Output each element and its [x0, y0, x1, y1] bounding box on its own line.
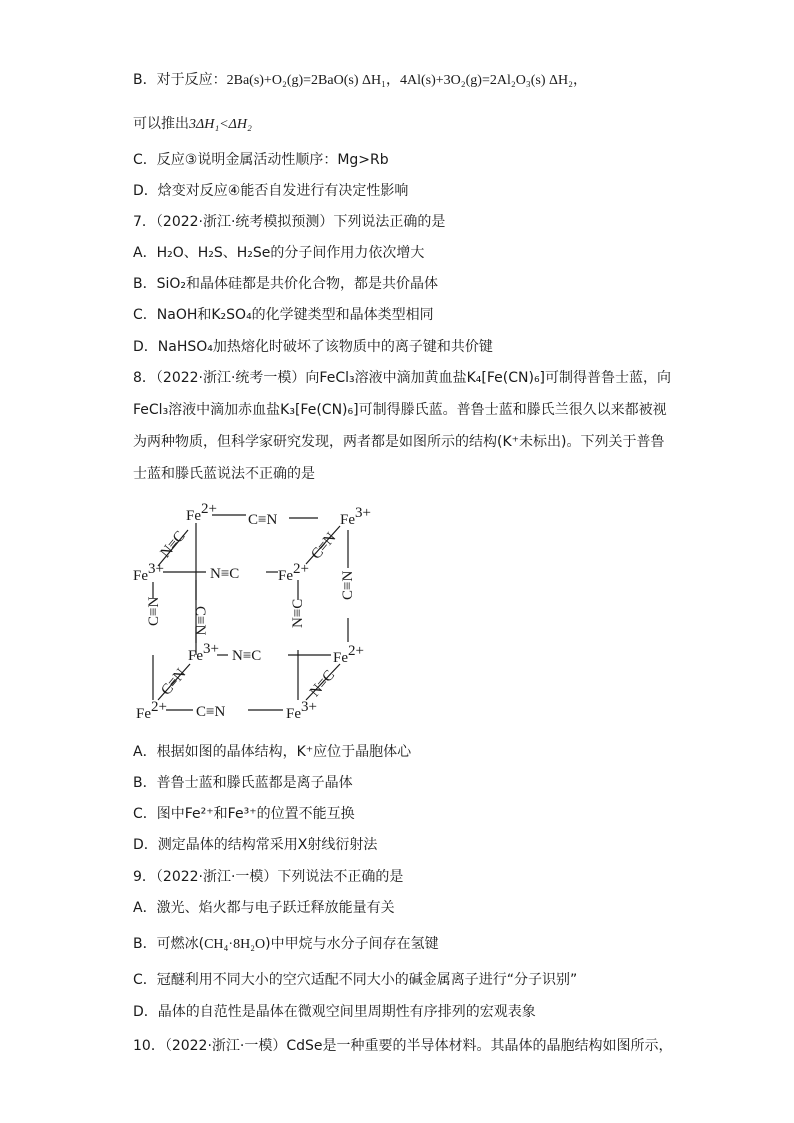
reaction-2: 4Al(s)+3O₂(g)=2Al₂O₃(s) ΔH₂: [399, 73, 573, 88]
fe3-bottom-front-right-label: Fe3+: [286, 699, 317, 722]
q9b-formula: CH₄·8H₂O: [204, 937, 266, 952]
option-b-conclusion: [133, 114, 252, 135]
q8-option-d: D．测定晶体的结构常采用X射线衍射法: [133, 837, 378, 853]
fe2-top-front-right-label: Fe2+: [278, 561, 309, 584]
q9-option-b: [133, 934, 439, 955]
q10-stem: 10．（2022·浙江·一模）CdSe是一种重要的半导体材料。其晶体的晶胞结构如图所示，: [133, 1038, 673, 1054]
nc-right-front-vertical-label: N≡C: [290, 598, 306, 628]
fe3-top-front-left-label: Fe3+: [133, 561, 164, 584]
option-b-prefix: B．对于反应：: [133, 72, 227, 88]
fe2-bottom-front-left-label: Fe2+: [136, 699, 167, 722]
cn-right-back-vertical-label: C≡N: [340, 570, 356, 600]
q8-stem-line-1: 8．（2022·浙江·统考一模）向FeCl₃溶液中滴加黄血盐K₄[Fe(CN)₆]可制得普鲁士蓝，向: [133, 370, 672, 386]
q7-option-a: A．H₂O、H₂S、H₂Se的分子间作用力依次增大: [133, 245, 425, 261]
prussian-blue-structure-figure: [128, 500, 388, 730]
fe3-bottom-back-left-label: Fe3+: [188, 641, 219, 664]
reaction-1: 2Ba(s)+O₂(g)=2BaO(s) ΔH₁: [226, 73, 386, 88]
q8-option-c: C．图中Fe²⁺和Fe³⁺的位置不能互换: [133, 806, 355, 822]
cn-top-back-label: C≡N: [248, 512, 278, 528]
fe2-top-back-left-label: Fe2+: [186, 501, 217, 524]
cn-left-back-vertical-label: C≡N: [192, 606, 208, 636]
q9b-prefix: B．可燃冰(: [133, 936, 205, 952]
option-b-line: [133, 70, 587, 91]
q8-stem-line-4: 士蓝和滕氏蓝说法不正确的是: [133, 466, 315, 482]
cn-diagonal-top-right-label: C≡N: [308, 529, 340, 563]
cn-bottom-front-label: C≡N: [196, 704, 226, 720]
fe2-bottom-back-right-label: Fe2+: [333, 643, 364, 666]
q9-option-c: C．冠醚利用不同大小的空穴适配不同大小的碱金属离子进行“分子识别”: [133, 972, 578, 988]
conclusion-formula: 3ΔH₁<ΔH₂: [189, 117, 252, 132]
separator: ，: [385, 72, 400, 88]
cn-left-front-vertical-label: C≡N: [146, 596, 162, 626]
nc-bottom-back-label: N≡C: [232, 648, 262, 664]
q6-option-d: D．焓变对反应④能否自发进行有决定性影响: [133, 183, 409, 199]
q6-option-c: C．反应③说明金属活动性顺序：Mg>Rb: [133, 152, 389, 168]
q8-option-b: B．普鲁士蓝和滕氏蓝都是离子晶体: [133, 775, 353, 791]
nc-top-front-label: N≡C: [210, 566, 240, 582]
q9-option-a: A．激光、焰火都与电子跃迁释放能量有关: [133, 900, 395, 916]
q9-option-d: D．晶体的自范性是晶体在微观空间里周期性有序排列的宏观表象: [133, 1004, 536, 1020]
q7-stem: 7．（2022·浙江·统考模拟预测）下列说法正确的是: [133, 214, 446, 230]
q7-option-b: B．SiO₂和晶体硅都是共价化合物，都是共价晶体: [133, 276, 439, 292]
conclusion-prefix: 可以推出: [133, 116, 189, 132]
q9b-suffix: )中甲烷与水分子间存在氢键: [265, 936, 439, 952]
fe3-top-back-right-label: Fe3+: [340, 505, 371, 528]
q7-option-d: D．NaHSO₄加热熔化时破坏了该物质中的离子键和共价键: [133, 339, 493, 355]
q8-stem-line-3: 为两种物质，但科学家研究发现，两者都是如图所示的结构(K⁺未标出)。下列关于普鲁: [133, 434, 665, 450]
q8-stem-line-2: FeCl₃溶液中滴加赤血盐K₃[Fe(CN)₆]可制得滕氏蓝。普鲁士蓝和滕氏兰很久以来都被视: [133, 402, 667, 418]
separator-end: ，: [573, 72, 587, 88]
q9-stem: 9．（2022·浙江·一模）下列说法不正确的是: [133, 869, 404, 885]
cn-diagonal-bottom-left-label: C≡N: [158, 665, 190, 699]
nc-diagonal-top-left-label: N≡C: [157, 528, 189, 562]
q8-option-a: A．根据如图的晶体结构，K⁺应位于晶胞体心: [133, 744, 412, 760]
q7-option-c: C．NaOH和K₂SO₄的化学键类型和晶体类型相同: [133, 307, 434, 323]
nc-diagonal-bottom-right-label: N≡C: [306, 667, 339, 701]
